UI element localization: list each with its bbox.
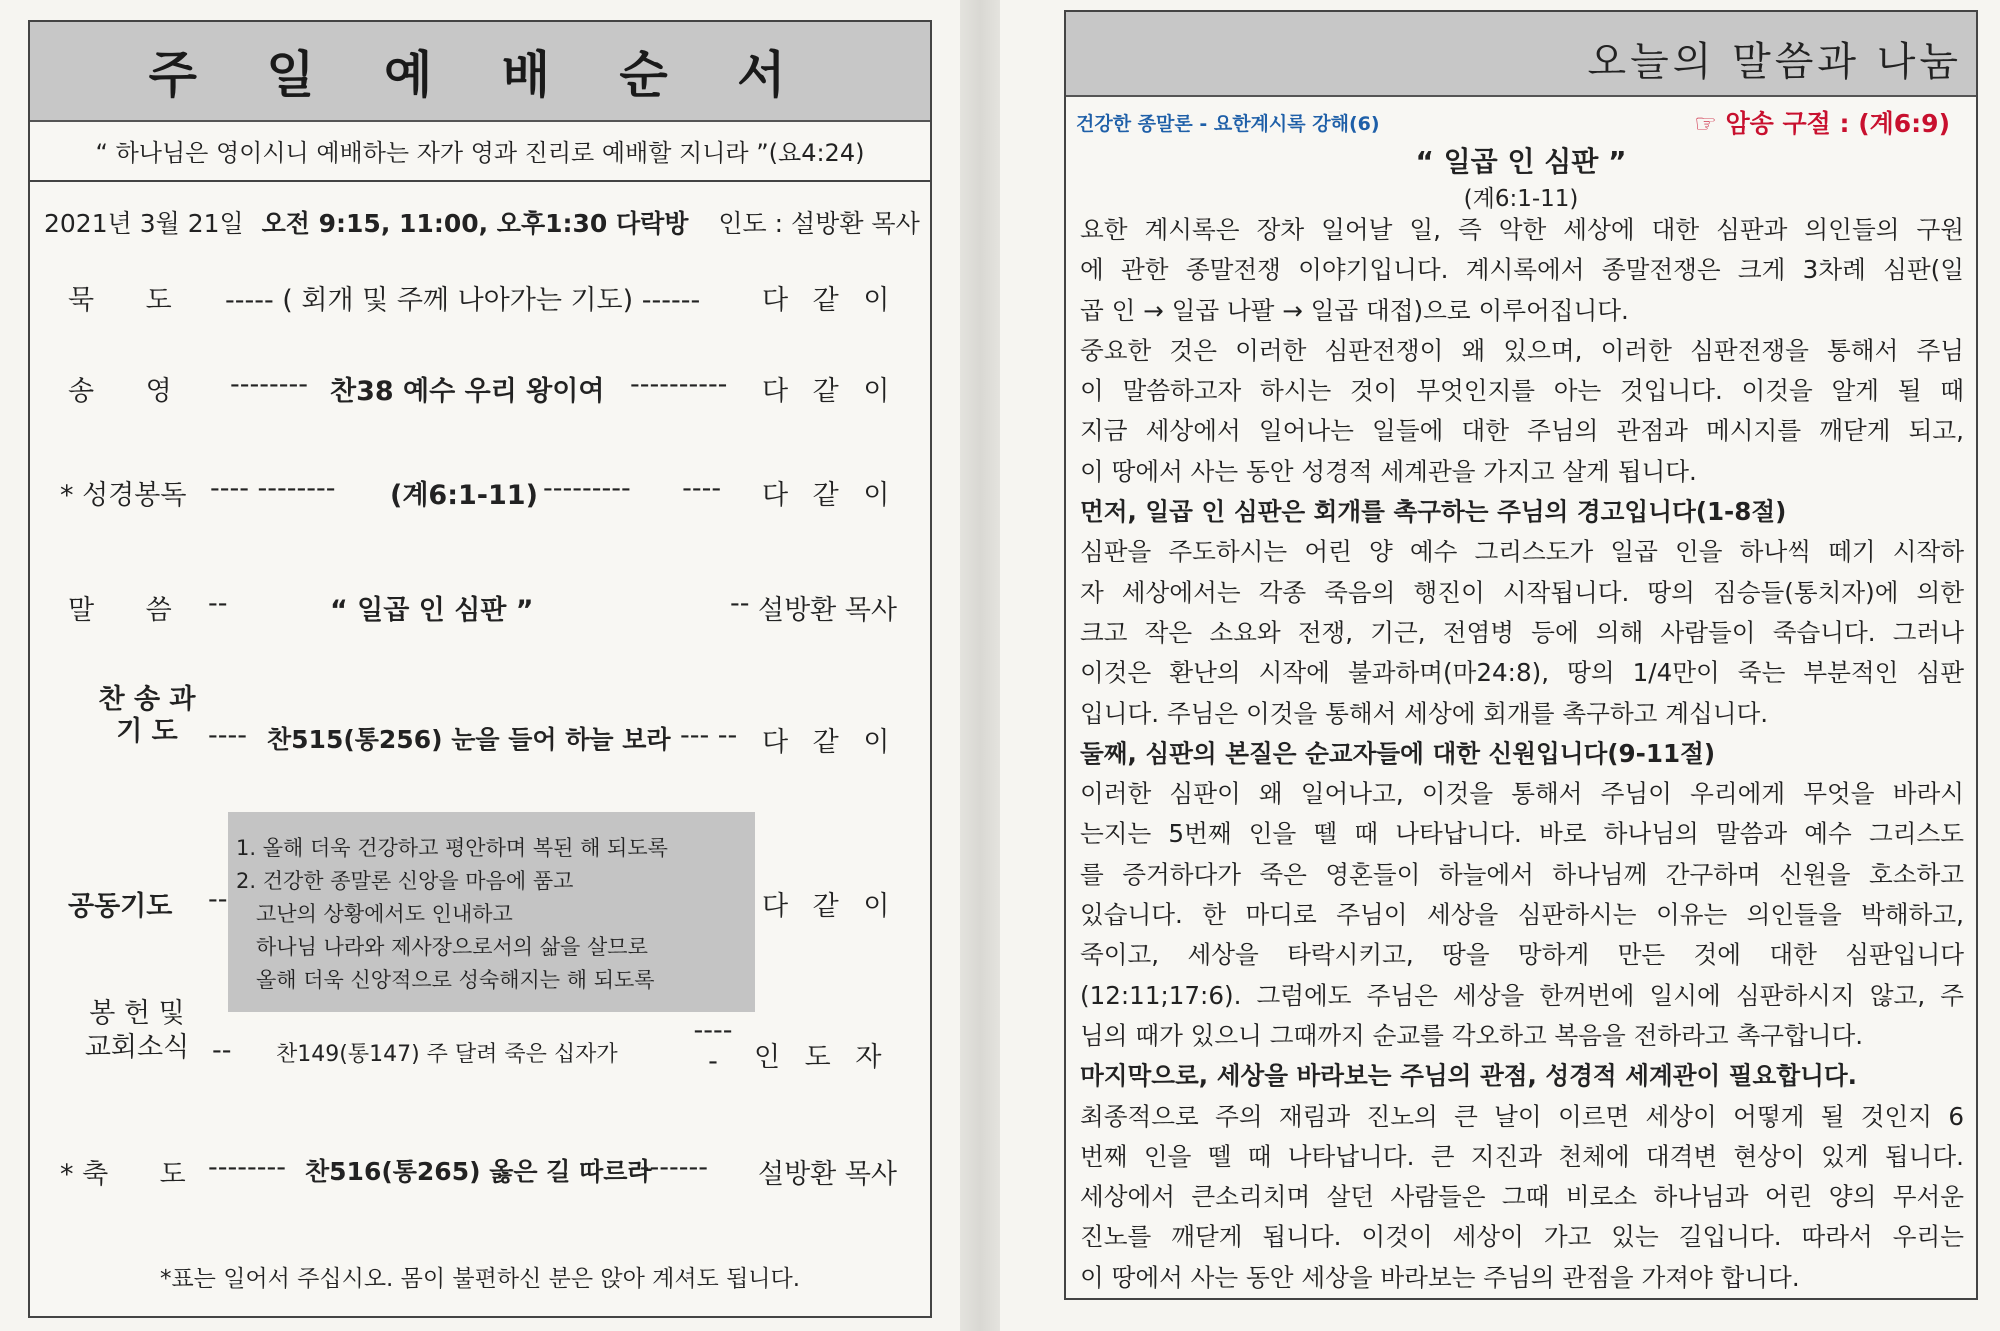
order-dashes: ---- -------- — [210, 473, 336, 504]
order-label: * 성경봉독 — [60, 480, 187, 511]
prayer-topic: 1. 올해 더욱 건강하고 평안하며 복된 해 되도록 — [236, 836, 668, 860]
order-content: 찬38 예수 우리 왕이여 — [330, 376, 605, 407]
body-line: 최종적으로 주의 재림과 진노의 큰 날이 이르면 세상이 어떻게 될 것인지 6 — [1080, 1101, 1964, 1131]
order-item-doxology — [30, 369, 930, 413]
order-label: 말 씀 — [68, 595, 172, 626]
order-item-scripture-reading — [30, 473, 930, 517]
order-participant: 설방환 목사 — [758, 1159, 897, 1190]
service-times: 오전 9:15, 11:00, 오후1:30 다락방 — [261, 209, 689, 238]
order-dashes: ----- ( 회개 및 주께 나아가는 기도) ------ — [225, 285, 701, 316]
body-line: 에 관한 종말전쟁 이야기입니다. 계시록에서 종말전쟁은 크게 3차례 심판(일 — [1080, 255, 1964, 285]
order-label: 송 영 — [68, 376, 172, 407]
order-dashes: -- — [208, 588, 228, 619]
worship-order-box — [28, 20, 932, 1318]
order-label: * 축 도 — [60, 1159, 186, 1190]
page-title: 오늘의 말씀과 나눔 — [1587, 39, 1962, 85]
prayer-topics-box — [228, 812, 755, 1012]
order-participant: 다 같 이 — [762, 376, 898, 407]
title-bar — [30, 22, 930, 122]
order-dashes: -------- — [630, 1152, 708, 1183]
order-dashes: ---------- — [630, 369, 728, 400]
order-label: 봉 헌 및 교회소식 — [84, 998, 190, 1063]
section-heading: 먼저, 일곱 인 심판은 회개를 촉구하는 주님의 경고입니다(1-8절) — [1080, 497, 1787, 527]
order-label: 공동기도 — [68, 891, 173, 922]
body-line: (12:11;17:6). 그럼에도 주님은 세상을 한꺼번에 일시에 심판하시지 않고, 주 — [1080, 980, 1964, 1010]
order-participant: 다 같 이 — [762, 727, 898, 758]
body-line: 입니다. 주님은 이것을 통해서 세상에 회개를 촉구하고 계십니다. — [1080, 698, 1769, 728]
body-line: 이것은 환난의 시작에 불과하며(마24:8), 땅의 1/4만이 죽는 부분적인 심판 — [1080, 658, 1964, 688]
order-label: 묵 도 — [68, 285, 172, 316]
order-participant: 인 도 자 — [754, 1042, 890, 1073]
sermon-reference: (계6:1-11) — [1463, 186, 1579, 212]
body-line: 는지는 5번째 인을 뗄 때 나타납니다. 바로 하나님의 말씀과 예수 그리스도 — [1080, 819, 1964, 849]
body-line: 이 땅에서 사는 동안 성경적 세계관을 가지고 살게 됩니다. — [1080, 456, 1697, 486]
order-participant: 다 같 이 — [762, 480, 898, 511]
service-date: 2021년 3월 21일 — [44, 209, 244, 238]
body-line: 세상에서 큰소리치며 살던 사람들은 그때 비로소 하나님과 어린 양의 무서운 — [1080, 1182, 1964, 1212]
order-participant: 다 같 이 — [762, 285, 898, 316]
book-gutter — [960, 0, 1000, 1331]
order-content: 찬516(통265) 옳은 길 따르라 — [305, 1157, 652, 1186]
order-item-sermon — [30, 588, 930, 632]
order-content: (계6:1-11) — [390, 480, 538, 511]
body-line: 지금 세상에서 일어나는 일들에 대한 주님의 관점과 메시지를 깨닫게 되고, — [1080, 416, 1964, 446]
right-page — [1000, 0, 2000, 1331]
series-label: 건강한 종말론 - 요한계시록 강해(6) — [1076, 113, 1380, 135]
body-line: 번째 인을 뗄 때 나타납니다. 큰 지진과 천체에 대격변 현상이 있게 됩니다. — [1080, 1141, 1964, 1171]
order-dashes: ---- - — [693, 1015, 733, 1077]
body-line: 이러한 심판이 왜 일어나고, 이것을 통해서 주님이 우리에게 무엇을 바라시 — [1080, 779, 1964, 809]
service-leader: 인도 : 설방환 목사 — [718, 209, 920, 238]
body-line: 이 말씀하고자 하시는 것이 무엇인지를 아는 것입니다. 이것을 알게 될 때 — [1080, 376, 1964, 406]
body-line: 를 증거하다가 죽은 영혼들이 하늘에서 하나님께 간구하며 신원을 호소하고 — [1080, 859, 1964, 889]
order-content: “ 일곱 인 심판 ” — [330, 595, 534, 626]
order-dashes: --------- ---- — [543, 473, 722, 504]
body-line: 자 세상에서는 각종 죽음의 행진이 시작됩니다. 땅의 짐승들(통치자)에 의한 — [1080, 577, 1964, 607]
order-dashes: -- — [208, 884, 228, 915]
section-heading: 마지막으로, 세상을 바라보는 주님의 관점, 성경적 세계관이 필요합니다. — [1080, 1061, 1857, 1091]
order-dashes: -------- — [230, 369, 308, 400]
body-line: 님의 때가 있으니 그때까지 순교를 각오하고 복음을 전하라고 촉구합니다. — [1080, 1020, 1864, 1050]
body-line: 심판을 주도하시는 어린 양 예수 그리스도가 일곱 인을 하나씩 떼기 시작하 — [1080, 537, 1964, 567]
order-participant: 설방환 목사 — [758, 595, 897, 626]
order-item-silent-prayer — [30, 278, 930, 322]
order-content: 찬515(통256) 눈을 들어 하늘 보라 — [267, 725, 671, 754]
order-dashes: -- — [730, 588, 750, 619]
order-item-offering-and-news — [30, 997, 930, 1117]
body-line: 이 땅에서 사는 동안 세상을 바라보는 주님의 관점을 가져야 합니다. — [1080, 1262, 1800, 1292]
left-page — [0, 0, 960, 1331]
sermon-box — [1064, 10, 1978, 1300]
prayer-topic: 올해 더욱 신앙적으로 성숙해지는 해 되도록 — [236, 968, 655, 992]
order-item-hymn-and-prayer — [30, 684, 930, 794]
order-dashes: ---- — [208, 720, 247, 751]
order-label: 찬 송 과 기 도 — [98, 684, 196, 747]
body-line: 죽이고, 세상을 타락시키고, 땅을 망하게 만든 것에 대한 심판입니다 — [1080, 940, 1964, 970]
order-dashes: --- -- — [680, 720, 738, 751]
prayer-topic: 2. 건강한 종말론 신앙을 마음에 품고 — [236, 869, 574, 893]
prayer-topic: 하나님 나라와 제사장으로서의 삶을 살므로 — [236, 935, 648, 959]
order-dashes: -- — [212, 1035, 232, 1066]
title-bar — [1066, 12, 1976, 97]
prayer-topic: 고난의 상황에서도 인내하고 — [236, 902, 513, 926]
sermon-title: “ 일곱 인 심판 ” — [1415, 145, 1627, 178]
service-info — [44, 204, 924, 240]
sermon-body — [1080, 210, 1964, 1298]
body-line: 요한 계시록은 장차 일어날 일, 즉 악한 세상에 대한 심판과 의인들의 구원 — [1080, 215, 1964, 244]
body-line: 곱 인 → 일곱 나팔 → 일곱 대접)으로 이루어집니다. — [1080, 295, 1629, 325]
body-line: 크고 작은 소요와 전쟁, 기근, 전염병 등에 의해 사람들이 죽습니다. 그러나 — [1080, 617, 1964, 647]
order-item-benediction — [30, 1152, 930, 1196]
standing-note: *표는 일어서 주십시오. 몸이 불편하신 분은 앉아 계셔도 됩니다. — [159, 1266, 801, 1292]
order-dashes: -------- — [208, 1152, 286, 1183]
body-line: 중요한 것은 이러한 심판전쟁이 왜 있으며, 이러한 심판전쟁을 통해서 주님 — [1080, 335, 1964, 365]
order-participant: 다 같 이 — [762, 891, 898, 922]
theme-verse: “ 하나님은 영이시니 예배하는 자가 영과 진리로 예배할 지니라 ”(요4:24) — [30, 120, 930, 182]
body-line: 있습니다. 한 마디로 주님이 세상을 심판하시는 이유는 의인들을 박해하고, — [1080, 900, 1964, 930]
section-heading: 둘째, 심판의 본질은 순교자들에 대한 신원입니다(9-11절) — [1080, 738, 1716, 768]
order-content: 찬149(통147) 주 달려 죽은 십자가 — [276, 1042, 618, 1067]
page-title: 주 일 예 배 순 서 — [148, 46, 812, 104]
body-line: 진노를 깨닫게 됩니다. 이것이 세상이 가고 있는 길입니다. 따라서 우리는 — [1080, 1222, 1964, 1252]
memory-verse: ☞ 암송 구절 : (계6:9) — [1694, 109, 1950, 138]
